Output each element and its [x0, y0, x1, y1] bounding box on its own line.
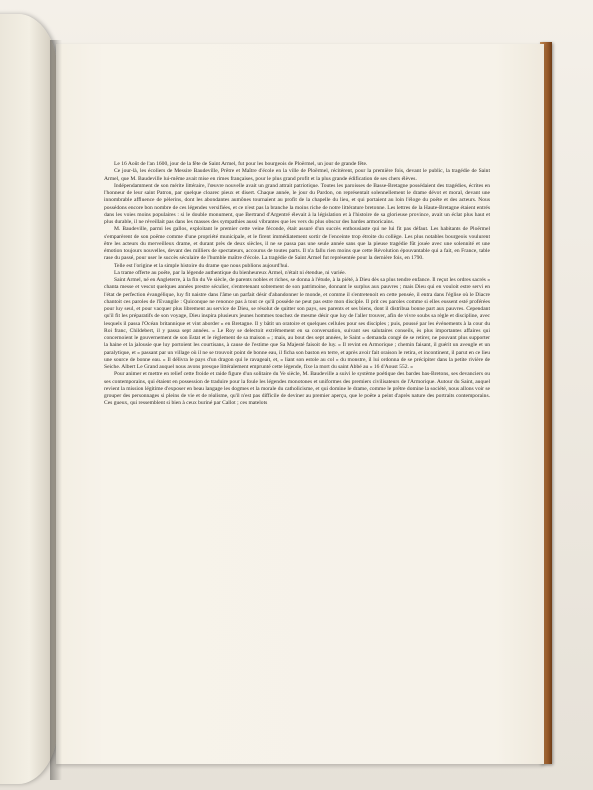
paragraph: Indépendamment de son mérite littéraire, l'œuvre nouvelle avait un grand attrait patriotique. Toutes les paroisses de Basse-Bretagne possédaient des tragédies, écrites en l'honneur de leur saint Patron, par quelque cloarec pieux et disert. Chaque année, le jour du Pardon, on représentait solennellement le drame dévot et moral, devant une innombrable affluence de pèlerins, dont les abondantes aumônes tournaient au profit de la chapelle du lieu, et qui portaient au loin l'éloge du poëte et des acteurs. Nous possédons encore bon nombre de ces légendes versifiées, et ce n'est pas la branche la moins riche de notre littérature bretonne. Les lettres de la Haute-Bretagne étaient entrés dans les voies moins populaires : si le double monument, que Bertrand d'Argentré élevait à la législation et à l'histoire de sa glorieuse province, avait un éclat plus haut et plus durable, il ne réveillait pas dans les masses des sympathies aussi vibrantes que les vers du plus obscur des bardes armoricains. — [104, 182, 490, 225]
paragraph: Pour animer et mettre en relief cette froide et raide figure d'un solitaire du Ve siècle, M. Baudeville a suivi le système poétique des bardes bas-Bretons, ses devanciers ou ses contemporains, qui étaient en possession de traduire pour la foule les légendes monotones et uniformes des premiers civilisateurs de l'Armorique. Autour du Saint, auquel revient la mission légitime d'exposer en beau langage les dogmes et la morale du catholicisme, et qui domine le drame, comme le prêtre domine la société, nous allons voir se grouper des personnages si pleins de vie et de réalisme, qu'il n'est pas difficile de deviner au premier aperçu, que le poëte a peint d'après nature des portraits contemporains. Ces gueux, qui ressemblent si bien à ceux buriné par Callot ; ces matelots — [104, 371, 490, 407]
book-page — [56, 44, 544, 764]
body-text — [104, 161, 490, 408]
gutter-shadow — [50, 40, 62, 780]
paragraph: Saint Armel, né en Angleterre, à la fin du Ve siècle, de parents nobles et riches, se donna à l'étude, à la piété, à Dieu dès sa plus tendre enfance. Il reçut les ordres sacrés « chanta messe et vescut quelques années prestre séculier, s'entretenant sobrement de son patrimoine, donnant le surplus aux pauvres ; mais Dieu qui en vouloit estre servi en l'état de perfection évangélique, luy fit naistre dans l'âme un parfait désir d'abandonner le monde, et comme il s'entretenoit en cette pensée, il entra dans l'église où le Diacre chantoit ces paroles de l'Evangile : Quiconque ne renonce pas à tout ce qu'il possède ne peut pas estre mon disciple. Il prit ces paroles comme si elles eussent esté proférées pour luy seul, et pour vacquer plus librement au service de Dieu, se résolut de quitter son pays, ses parents et ses biens, dont il distribua bonne part aux pauvres. Cependant qu'il fit les préparatifs de son voyage, Dieu inspira plusieurs jeunes hommes touchez de mesme désir que luy de l'aller trouver, afin de vivre soubs sa règle et discipline, avec lesquels il passa l'Océan britannique et vint aborder » en Bretagne. Il y bâtit un oratoire et quelques cellules pour ses disciples ; puis, poussé par les événements à la cour du Roi franc, Childebert, il y passa sept années. « Le Roy se delectoit extrêmement en sa conversation, suivant ses salutaires conseils, ès plus importantes affaires qui concernoient le gouvernement de son Estat et le règlement de sa maison » ; mais, au bout des sept années, le Saint « demanda congé de se retirer, ne pouvant plus supporter la haine et la jalousie que luy portoient les courtisans, à cause de l'estime que Sa Majesté faisoit de luy. » Il revint en Armorique ; chemin faisant, il guérit un aveugle et un paralytique, et « passant par un village où il ne se trouvoit point de bonne eau, il ficha son baston en terre, et après avoir fait oraison le retira, et incontinent, il parut en ce lieu une source de bonne eau. » Il délivra le pays d'un dragon qui le ravageait, et, « liant son estole au col » du monstre, il lui ordonna de se précipiter dans la petite rivière de Seiche. Albert Le Grand auquel nous avons presque littéralement emprunté cette légende, fixe la mort du saint Abbé au « 16 d'Aoust 552. » — [104, 277, 490, 370]
paragraph: Telle est l'origine et la simple histoire du drame que nous publions aujourd'hui. — [114, 262, 289, 269]
paragraph: Ce jour-là, les écoliers de Messire Baudeville, Prêtre et Maître d'école en la ville de Ploërmel, récitèrent, pour la première fois, devant le public, la tragédie de Saint Armel, que M. Baudeville lui-même avait mise en rimes françaises, pour le plus grand profit et la plus grande édification de ses chers élèves. — [104, 168, 490, 182]
paragraph: La trame offerte au poëte, par la légende authentique du bienheureux Armel, n'était ni étendue, ni variée. — [114, 269, 346, 276]
paragraph: Le 16 Août de l'an 1600, jour de la fête de Saint Armel, fut pour les bourgeois de Ploërmel, un jour de grande fête. — [114, 161, 368, 167]
paragraph: M. Baudeville, parmi les gallos, exploitant le premier cette veine féconde, était assuré d'un succès enthousiaste qui ne lui fit pas défaut. Les habitants de Ploërmel s'emparèrent de son poëme comme d'une propriété municipale, et le firent immédiatement sortir de l'enceinte trop étroite du collège. Les plus notables bourgeois voulurent être les acteurs du merveilleux drame, et durant près de deux siècles, il ne se passa pas une seule année sans que la pieuse tragédie fût jouée avec une solennité et une émotion toujours nouvelles, devant des milliers de spectateurs, accourus de toutes parts. Il n'a fallu rien moins que cette Révolution épouvantable qui a fait, en France, table rase du passé, pour user le succès séculaire de l'humble maître d'école. La tragédie de Saint Armel fut représentée pour la dernière fois, en 1790. — [104, 226, 490, 262]
